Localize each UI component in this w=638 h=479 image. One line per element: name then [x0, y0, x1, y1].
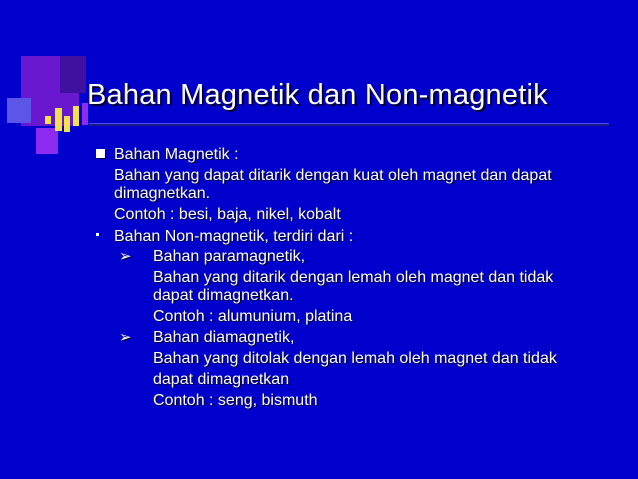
title-divider — [89, 123, 609, 126]
magnetik-heading: Bahan Magnetik : — [114, 146, 239, 163]
deco-square-dark — [60, 56, 86, 93]
deco-square-yellow-2 — [55, 108, 62, 131]
deco-square-light — [7, 98, 31, 123]
nonmagnetik-heading: Bahan Non-magnetik, terdiri dari : — [114, 228, 354, 245]
slide-title: Bahan Magnetik dan Non-magnetik — [87, 79, 548, 111]
arrow-bullet-icon: ➢ — [119, 248, 132, 265]
magnetik-example: Contoh : besi, baja, nikel, kobalt — [114, 206, 341, 223]
para-desc-line-2: dapat dimagnetkan. — [153, 287, 294, 304]
square-bullet-icon — [96, 149, 105, 158]
arrow-bullet-icon: ➢ — [119, 329, 132, 346]
magnetik-desc-line-2: dimagnetkan. — [114, 185, 211, 202]
dia-desc-line-1: Bahan yang ditolak dengan lemah oleh magnet dan tidak — [153, 350, 557, 367]
deco-square-yellow-3 — [64, 116, 70, 132]
dia-desc-line-2: dapat dimagnetkan — [153, 371, 290, 388]
magnetik-desc-line-1: Bahan yang dapat ditarik dengan kuat oleh magnet dan dapat — [114, 167, 552, 184]
deco-square-yellow-4 — [73, 106, 79, 126]
para-example: Contoh : alumunium, platina — [153, 308, 353, 325]
para-heading: Bahan paramagnetik, — [153, 248, 306, 265]
dia-heading: Bahan diamagnetik, — [153, 329, 295, 346]
dot-bullet-icon — [96, 233, 99, 236]
para-desc-line-1: Bahan yang ditarik dengan lemah oleh magnet dan tidak — [153, 269, 554, 286]
deco-square-yellow-1 — [45, 116, 51, 124]
dia-example: Contoh : seng, bismuth — [153, 392, 318, 409]
deco-square-bright — [36, 128, 58, 154]
